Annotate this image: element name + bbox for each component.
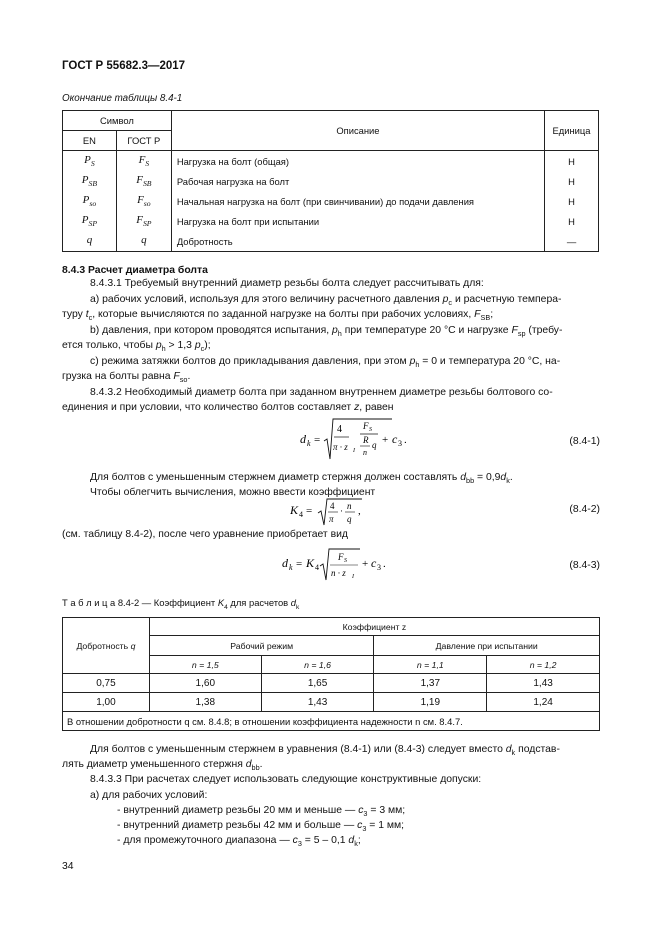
n-value: n = 1,1 [374,656,487,674]
equation-number: (8.4-3) [569,560,600,571]
list-item: - для промежуточного диапазона — $c_3 = 5 - 0,1$ $d_k$; [117,835,361,849]
svg-text:K: K [290,503,299,517]
svg-text:S: S [344,558,347,564]
unit-cell: Н [545,151,599,172]
n-value: n = 1,6 [261,656,374,674]
svg-text:,: , [358,505,361,517]
paragraph: Для болтов с уменьшенным стержнем диаметр стержня должен составлять $d_{bb} = 0,9d_k$. [90,472,513,486]
symbol-gost: $F_{SP}$ [116,211,171,231]
svg-text:3: 3 [398,439,402,448]
list-item: - внутренний диаметр резьбы 20 мм и меньше — $c_3 = 3$ мм; [117,805,406,819]
paragraph: туру $t_c$, которые вычисляются по заданной нагрузке на болты при рабочих условиях, $F_{SB}$; [62,309,494,323]
table-caption: Окончание таблицы 8.4-1 [62,93,183,104]
svg-text:k: k [307,439,311,448]
section-title: 8.4.3 Расчет диаметра болта [62,265,208,276]
paragraph: ется только, чтобы $p_h > 1,3$ $p_c$); [62,340,211,354]
description-cell: Нагрузка на болт при испытании [171,211,544,231]
description-cell: Нагрузка на болт (общая) [171,151,544,172]
coef-value: 1,43 [261,693,374,712]
description-cell: Начальная нагрузка на болт (при свинчивании) до подачи давления [171,191,544,211]
paragraph: 8.4.3.1 Требуемый внутренний диаметр резьбы болта следует рассчитывать для: [90,278,484,289]
svg-text:4: 4 [315,563,319,572]
svg-text:F: F [338,552,344,562]
equation-8-4-2 [290,497,370,527]
svg-text:q: q [347,514,352,524]
svg-text:.: . [383,558,386,570]
col-description: Описание [171,111,544,151]
table-note: В отношении добротности q см. 8.4.8; в отношении коэффициента надежности n см. 8.4.7. [63,712,600,731]
paragraph: с) режима затяжки болтов до прикладывания давления, при этом $p_h = 0$ и температура 20 °С, на- [90,356,561,370]
paragraph: лять диаметр уменьшенного стержня $d_{bb}$. [62,759,263,773]
description-cell: Добротность [171,231,544,252]
paragraph: b) давления, при котором проводятся испытания, $p_h$ при температуре 20 °С и нагрузке $F_{sp}$ (требу- [90,325,563,339]
document-header: ГОСТ Р 55682.3—2017 [62,60,186,72]
equation-8-4-3 [282,546,392,582]
symbol-en: $P_{SB}$ [63,171,117,191]
svg-text:d: d [282,556,288,570]
svg-text:S: S [369,427,372,433]
paragraph: Для болтов с уменьшенным стержнем в уравнения (8.4-1) или (8.4-3) следует вместо $d_k$ подстав- [90,744,560,758]
svg-text:π: π [329,514,334,524]
svg-text:=: = [296,558,303,570]
svg-text:I: I [353,448,355,454]
col-en: EN [63,131,117,151]
svg-text:·: · [340,506,343,516]
unit-cell: Н [545,171,599,191]
table-row [63,211,599,231]
symbol-en: $P_{so}$ [63,191,117,211]
symbol-en: $P_{SP}$ [63,211,117,231]
svg-text:c: c [392,432,398,446]
n-value: n = 1,2 [487,656,600,674]
svg-text:F: F [363,421,369,431]
svg-text:=: = [314,434,321,446]
svg-text:n · z: n · z [331,568,346,578]
table-row [63,171,599,191]
paragraph: (см. таблицу 8.4-2), после чего уравнение приобретает вид [62,529,348,540]
equation-8-4-1 [300,415,410,463]
coef-value: 1,60 [149,674,261,693]
paragraph: 8.4.3.3 При расчетах следует использовать следующие конструктивные допуски: [90,774,482,785]
coef-value: 1,65 [261,674,374,693]
table-row [63,151,599,172]
svg-text:4: 4 [299,510,303,519]
table-row [63,693,600,712]
table-row [63,191,599,211]
svg-text:.: . [404,434,407,446]
col-unit: Единица [545,111,599,151]
col-work-mode: Рабочий режим [149,636,374,656]
svg-text:I: I [352,574,354,580]
paragraph: а) для рабочих условий: [90,790,208,801]
symbol-en: q [63,231,117,252]
col-test-pressure: Давление при испытании [374,636,600,656]
svg-text:4: 4 [337,424,342,435]
paragraph: 8.4.3.2 Необходимый диаметр болта при заданном внутреннем диаметре резьбы болтового со- [90,387,553,398]
coef-value: 1,43 [487,674,600,693]
symbol-en: $P_S$ [63,151,117,172]
symbols-table [62,110,599,252]
svg-text:d: d [300,432,306,446]
table-row [63,674,600,693]
coef-value: 1,37 [374,674,487,693]
unit-cell: Н [545,191,599,211]
paragraph: а) рабочих условий, используя для этого величину расчетного давления $p_c$ и расчетную темпера- [90,294,562,308]
symbol-gost: $F_{so}$ [116,191,171,211]
page-number: 34 [62,861,74,872]
svg-text:R: R [363,435,369,445]
svg-text:π · z: π · z [333,442,348,452]
col-symbol: Символ [63,111,172,131]
svg-text:3: 3 [377,563,381,572]
table-row [63,231,599,252]
svg-text:c: c [371,556,377,570]
col-gost: ГОСТ Р [116,131,171,151]
symbol-gost: $F_S$ [116,151,171,172]
svg-text:4: 4 [330,501,335,511]
q-value: 0,75 [63,674,150,693]
coef-value: 1,24 [487,693,600,712]
svg-text:+: + [382,434,389,446]
unit-cell: Н [545,211,599,231]
unit-cell: — [545,231,599,252]
coef-value: 1,19 [374,693,487,712]
svg-text:k: k [289,563,293,572]
q-value: 1,00 [63,693,150,712]
symbol-gost: $F_{SB}$ [116,171,171,191]
col-coef: Коэффициент z [149,618,599,636]
equation-number: (8.4-2) [569,504,600,515]
description-cell: Рабочая нагрузка на болт [171,171,544,191]
paragraph: грузка на болты равна $F_{so}$. [62,371,191,385]
svg-text:K: K [306,556,315,570]
n-value: n = 1,5 [149,656,261,674]
table-caption: Т а б л и ц а 8.4-2 — Коэффициент $K_4$ для расчетов $d_k$ [62,597,300,611]
equation-number: (8.4-1) [569,436,600,447]
svg-text:n: n [347,501,352,511]
col-q: Добротность q [63,618,150,674]
svg-text:=: = [306,505,313,517]
coef-value: 1,38 [149,693,261,712]
paragraph: Чтобы облегчить вычисления, можно ввести коэффициент [90,487,376,498]
symbol-gost: q [116,231,171,252]
coefficient-table [62,617,600,731]
svg-text:q: q [372,440,377,450]
svg-text:n: n [363,448,367,457]
list-item: - внутренний диаметр резьбы 42 мм и больше — $c_3 = 1$ мм; [117,820,405,834]
paragraph: единения и при условии, что количество болтов составляет z, равен [62,402,394,413]
svg-text:+: + [362,558,369,570]
